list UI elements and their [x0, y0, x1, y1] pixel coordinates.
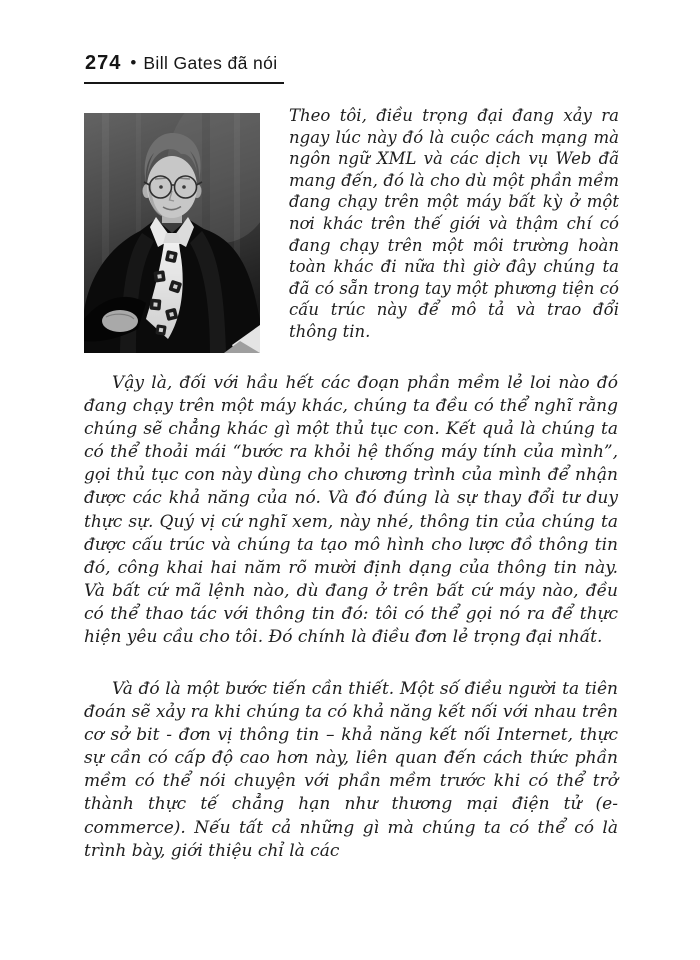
book-title: Bill Gates đã nói	[143, 53, 278, 73]
bill-gates-photo	[84, 113, 260, 353]
quote-paragraph-1: Theo tôi, điều trọng đại đang xảy ra ngay lúc này đó là cuộc cách mạng mà ngôn ngữ XML và các dịch vụ Web đã mang đến, đó là cho dù một phần mềm đang chạy trên một máy bất kỳ ở một nơi khác trên thế giới và thậm chí có đang chạy trên một môi trường hoàn toàn khác đi nữa thì giờ đây chúng ta đã có sẵn trong tay một phương tiện có cấu trúc này để mô tả và trao đổi thông tin.	[289, 106, 619, 341]
bullet-separator: •	[130, 53, 137, 72]
portrait-illustration	[84, 113, 260, 353]
quote-paragraph-2: Vậy là, đối với hầu hết các đoạn phần mềm lẻ loi nào đó đang chạy trên một máy khác, chúng ta đều có thể nghĩ rằng chúng sẽ chẳng khác gì một thủ tục con. Kết quả là chúng ta có thể thoải mái “bước ra khỏi hệ thống máy tính của mình”, gọi thủ tục con này dùng cho chương trình của mình để nhận được các khả năng của nó. Và đó đúng là sự thay đổi tư duy thực sự. Quý vị cứ nghĩ xem, này nhé, thông tin của chúng ta được cấu trúc và chúng ta tạo mô hình cho lược đồ thông tin đó, công khai hai năm rõ mười định dạng của thông tin này. Và bất cứ mã lệnh nào, dù đang ở trên bất cứ máy nào, đều có thể thao tác với thông tin đó: tôi có thể gọi nó ra để thực hiện yêu cầu cho tôi. Đó chính là điều đơn lẻ trọng đại nhất.	[84, 373, 618, 648]
page-header	[84, 52, 284, 84]
page-number: 274	[85, 52, 122, 74]
quote-paragraph-3: Và đó là một bước tiến cần thiết. Một số điều người ta tiên đoán sẽ xảy ra khi chúng ta có khả năng kết nối với nhau trên cơ sở bit - đơn vị thông tin – khả năng kết nối Internet, thực sự cần có cấp độ cao hơn này, liên quan đến cách thức phần mềm có thể nói chuyện với phần mềm trước khi có thể trở thành thực tế chẳng hạn như thương mại điện tử (e-commerce). Nếu tất cả những gì mà chúng ta có thể có là trình bày, giới thiệu chỉ là các	[84, 679, 618, 861]
